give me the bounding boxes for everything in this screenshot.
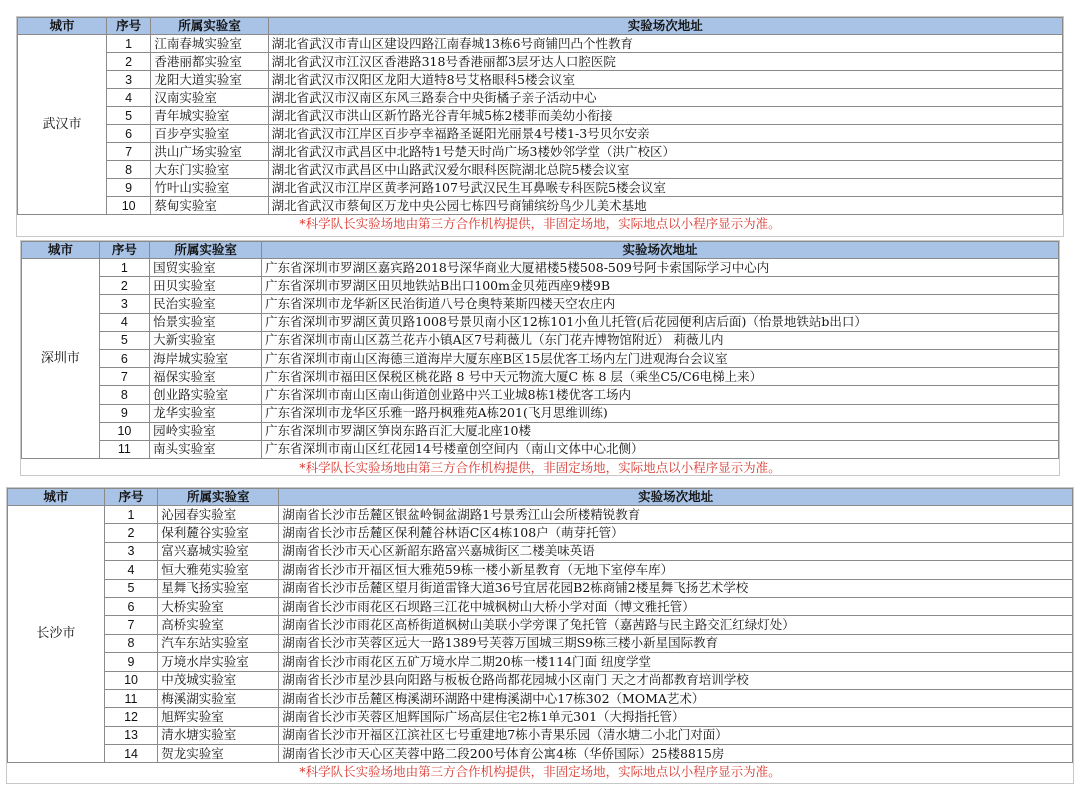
lab-address: 湖北省武汉市洪山区新竹路光谷青年城5栋2楼菲而美幼小衔接 [268,107,1062,125]
table-row [22,295,1059,313]
row-number: 2 [106,53,150,71]
table-row [8,597,1073,615]
lab-name: 竹叶山实验室 [151,179,268,197]
row-number: 3 [104,542,157,560]
lab-address: 湖北省武汉市江岸区黄孝河路107号武汉民生耳鼻喉专科医院5楼会议室 [268,179,1062,197]
table-row [8,542,1073,560]
lab-name: 星舞飞扬实验室 [158,579,279,597]
row-number: 11 [99,440,149,458]
row-number: 10 [106,197,150,215]
lab-name: 福保实验室 [150,368,262,386]
lab-name: 保利麓谷实验室 [158,524,279,542]
lab-name: 龙华实验室 [150,404,262,422]
lab-name: 园岭实验室 [150,422,262,440]
lab-address: 广东省深圳市罗湖区田贝地铁站B出口100m金贝苑西座9楼9B [262,277,1059,295]
header-num: 序号 [106,18,150,35]
address-table [7,488,1073,781]
table-row [18,53,1063,71]
lab-address: 广东省深圳市罗湖区嘉宾路2018号深华商业大厦裙楼5楼508-509号阿卡索国际学习中心内 [262,259,1059,277]
header-lab: 所属实验室 [150,242,262,259]
lab-address: 广东省深圳市罗湖区笋岗东路百汇大厦北座10楼 [262,422,1059,440]
header-num: 序号 [99,242,149,259]
lab-address: 湖南省长沙市开福区恒大雅苑59栋一楼小新星教育（无地下室停车库） [279,561,1073,579]
table-row [22,440,1059,458]
lab-name: 大桥实验室 [158,597,279,615]
lab-address: 广东省深圳市龙华区乐雅一路丹枫雅苑A栋201(飞月思维训练) [262,404,1059,422]
lab-name: 国贸实验室 [150,259,262,277]
table-row [8,634,1073,652]
lab-address: 湖南省长沙市芙蓉区远大一路1389号芙蓉万国城三期S9栋三楼小新星国际教育 [279,634,1073,652]
lab-name: 大东门实验室 [151,161,268,179]
row-number: 14 [104,745,157,763]
footnote: *科学队长实验场地由第三方合作机构提供，非固定场地，实际地点以小程序显示为准。 [22,459,1059,478]
row-number: 9 [104,653,157,671]
table-row [8,579,1073,597]
row-number: 8 [106,161,150,179]
row-number: 3 [106,71,150,89]
lab-address: 湖北省武汉市蔡甸区万龙中央公园七栋四号商铺缤纷鸟少儿美术基地 [268,197,1062,215]
header-address: 实验场次地址 [268,18,1062,35]
lab-name: 田贝实验室 [150,277,262,295]
table-row [8,689,1073,707]
lab-name: 贺龙实验室 [158,745,279,763]
header-address: 实验场次地址 [262,242,1059,259]
row-number: 7 [106,143,150,161]
lab-name: 百步亭实验室 [151,125,268,143]
footnote: *科学队长实验场地由第三方合作机构提供，非固定场地，实际地点以小程序显示为准。 [18,215,1063,234]
lab-name: 富兴嘉城实验室 [158,542,279,560]
header-row [22,242,1059,259]
row-number: 5 [106,107,150,125]
lab-name: 大新实验室 [150,331,262,349]
row-number: 9 [106,179,150,197]
header-lab: 所属实验室 [158,489,279,506]
lab-address: 湖南省长沙市岳麓区望月街道雷锋大道36号宜居花园B2栋商铺2楼星舞飞扬艺术学校 [279,579,1073,597]
lab-address: 湖北省武汉市汉阳区龙阳大道特8号艾格眼科5楼会议室 [268,71,1062,89]
lab-address: 广东省深圳市南山区南山街道创业路中兴工业城8栋1楼优客工场内 [262,386,1059,404]
table-row [8,524,1073,542]
table-row [22,386,1059,404]
table-row [8,708,1073,726]
lab-name: 蔡甸实验室 [151,197,268,215]
lab-name: 汽车东站实验室 [158,634,279,652]
table-row [18,197,1063,215]
row-number: 10 [104,671,157,689]
table-row [8,726,1073,744]
row-number: 2 [104,524,157,542]
table-row [8,671,1073,689]
table-row [18,89,1063,107]
lab-name: 怡景实验室 [150,313,262,331]
table-row [8,653,1073,671]
table-row [8,745,1073,763]
row-number: 1 [106,35,150,53]
lab-address: 广东省深圳市罗湖区黄贝路1008号景贝南小区12栋101小鱼儿托管(后花园便利店后面)（怡景地铁站b出口） [262,313,1059,331]
address-table [21,241,1059,477]
table-row [18,125,1063,143]
lab-name: 江南春城实验室 [151,35,268,53]
lab-address: 广东省深圳市龙华新区民治街道八号仓奥特莱斯四楼天空农庄内 [262,295,1059,313]
row-number: 9 [99,404,149,422]
city-cell: 武汉市 [18,35,107,215]
header-address: 实验场次地址 [279,489,1073,506]
row-number: 7 [99,368,149,386]
header-lab: 所属实验室 [151,18,268,35]
shenzhen-panel [20,240,1060,476]
table-row [18,161,1063,179]
lab-name: 沁园春实验室 [158,506,279,524]
lab-name: 清水塘实验室 [158,726,279,744]
note-row [22,459,1059,478]
lab-address: 广东省深圳市南山区红花园14号楼童创空间内（南山文体中心北侧） [262,440,1059,458]
lab-name: 梅溪湖实验室 [158,689,279,707]
lab-address: 湖南省长沙市星沙县向阳路与板板仓路尚都花园城小区南门 天之才尚都教育培训学校 [279,671,1073,689]
note-row [18,215,1063,234]
lab-address: 湖北省武汉市江岸区百步亭幸福路圣诞阳光丽景4号楼1-3号贝尔安亲 [268,125,1062,143]
lab-address: 湖北省武汉市武昌区中北路特1号楚天时尚广场3楼妙邻学堂（洪广校区） [268,143,1062,161]
row-number: 5 [99,331,149,349]
lab-address: 湖南省长沙市岳麓区梅溪湖环湖路中建梅溪湖中心17栋302（MOMA艺术） [279,689,1073,707]
lab-name: 汉南实验室 [151,89,268,107]
row-number: 5 [104,579,157,597]
lab-name: 万境水岸实验室 [158,653,279,671]
row-number: 1 [104,506,157,524]
lab-name: 恒大雅苑实验室 [158,561,279,579]
lab-address: 广东省深圳市南山区荔兰花卉小镇A区7号莉薇儿（东门花卉博物馆附近） 莉薇儿内 [262,331,1059,349]
table-row [22,349,1059,367]
address-table [17,17,1063,233]
lab-address: 湖北省武汉市汉南区东风三路泰合中央街橘子亲子活动中心 [268,89,1062,107]
city-cell: 深圳市 [22,259,100,459]
table-row [22,259,1059,277]
lab-name: 龙阳大道实验室 [151,71,268,89]
table-row [22,368,1059,386]
table-row [18,143,1063,161]
lab-address: 湖北省武汉市武昌区中山路武汉爱尔眼科医院湖北总院5楼会议室 [268,161,1062,179]
row-number: 4 [99,313,149,331]
lab-address: 湖北省武汉市青山区建设四路江南春城13栋6号商铺凹凸个性教育 [268,35,1062,53]
row-number: 4 [106,89,150,107]
lab-name: 高桥实验室 [158,616,279,634]
lab-name: 旭辉实验室 [158,708,279,726]
table-row [18,35,1063,53]
row-number: 1 [99,259,149,277]
table-row [18,179,1063,197]
table-row [18,71,1063,89]
lab-name: 香港丽都实验室 [151,53,268,71]
lab-name: 民治实验室 [150,295,262,313]
row-number: 4 [104,561,157,579]
footnote: *科学队长实验场地由第三方合作机构提供，非固定场地，实际地点以小程序显示为准。 [8,763,1073,782]
lab-address: 广东省深圳市福田区保税区桃花路 8 号中天元物流大厦C 栋 8 层（乘坐C5/C6电梯上来） [262,368,1059,386]
row-number: 8 [104,634,157,652]
row-number: 6 [104,597,157,615]
table-row [22,404,1059,422]
lab-address: 湖南省长沙市雨花区五矿万境水岸二期20栋一楼114门面 纽度学堂 [279,653,1073,671]
lab-name: 青年城实验室 [151,107,268,125]
lab-address: 湖南省长沙市雨花区高桥街道枫树山美联小学旁课了兔托管（嘉茜路与民主路交汇红绿灯处） [279,616,1073,634]
lab-address: 湖南省长沙市开福区江滨社区七号重建地7栋小青果乐园（清水塘二小北门对面） [279,726,1073,744]
header-num: 序号 [104,489,157,506]
lab-name: 中茂城实验室 [158,671,279,689]
header-row [8,489,1073,506]
wuhan-panel [16,16,1064,237]
row-number: 10 [99,422,149,440]
changsha-panel [6,487,1074,784]
lab-name: 南头实验室 [150,440,262,458]
lab-address: 湖南省长沙市天心区新韶东路富兴嘉城街区二楼美味英语 [279,542,1073,560]
lab-address: 湖北省武汉市江汉区香港路318号香港丽都3层牙达人口腔医院 [268,53,1062,71]
row-number: 7 [104,616,157,634]
row-number: 2 [99,277,149,295]
lab-address: 湖南省长沙市雨花区石坝路三江花中城枫树山大桥小学对面（博文雅托管） [279,597,1073,615]
header-row [18,18,1063,35]
row-number: 11 [104,689,157,707]
lab-name: 洪山广场实验室 [151,143,268,161]
table-row [8,506,1073,524]
table-row [22,331,1059,349]
row-number: 8 [99,386,149,404]
header-city: 城市 [18,18,107,35]
table-row [8,561,1073,579]
table-row [22,422,1059,440]
header-city: 城市 [22,242,100,259]
table-row [22,277,1059,295]
lab-name: 海岸城实验室 [150,349,262,367]
note-row [8,763,1073,782]
row-number: 3 [99,295,149,313]
city-cell: 长沙市 [8,506,105,763]
table-row [18,107,1063,125]
lab-name: 创业路实验室 [150,386,262,404]
table-row [8,616,1073,634]
header-city: 城市 [8,489,105,506]
lab-address: 湖南省长沙市芙蓉区旭辉国际广场高层住宅2栋1单元301（大拇指托管） [279,708,1073,726]
row-number: 6 [99,349,149,367]
lab-address: 湖南省长沙市岳麓区保利麓谷林语C区4栋108户（萌芽托管） [279,524,1073,542]
lab-address: 广东省深圳市南山区海德三道海岸大厦东座B区15层优客工场内左门进观海台会议室 [262,349,1059,367]
row-number: 6 [106,125,150,143]
row-number: 13 [104,726,157,744]
table-row [22,313,1059,331]
lab-address: 湖南省长沙市岳麓区银盆岭铜盆湖路1号景秀江山会所楼精锐教育 [279,506,1073,524]
lab-address: 湖南省长沙市天心区芙蓉中路二段200号体育公寓4栋（华侨国际）25楼8815房 [279,745,1073,763]
row-number: 12 [104,708,157,726]
